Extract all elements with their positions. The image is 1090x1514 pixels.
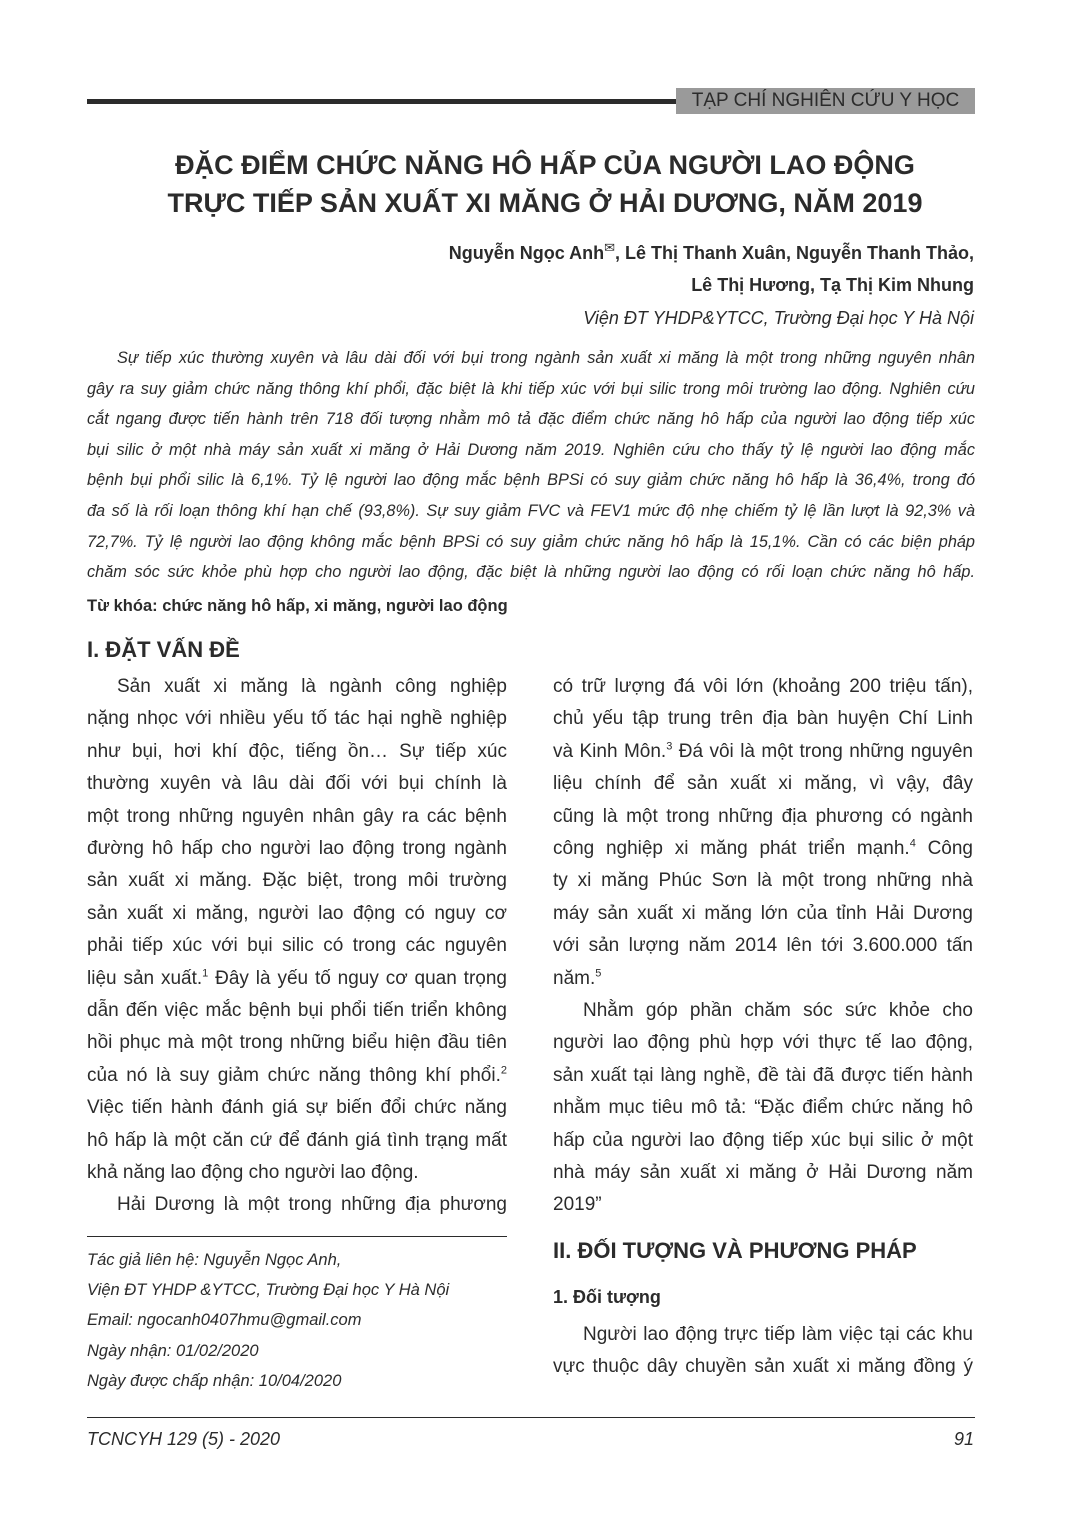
text-line <box>87 838 507 860</box>
line-text: bệnh bụi phổi silic là 6,1%. Tỷ lệ người lao động mắc bệnh BPSi có suy giảm chức năng hô hấp là 36,4%, trong đó <box>87 471 975 490</box>
text-line <box>553 708 973 730</box>
subsection-heading: 1. Đối tượng <box>553 1287 661 1307</box>
line-text: hấp của người lao động tiếp xúc bụi silic ở một <box>553 1129 973 1151</box>
line-text: Đá vôi là một trong những nguyên <box>672 740 973 762</box>
line-text: như bụi, hơi khí độc, tiếng ồn… Sự tiếp xúc <box>87 740 507 762</box>
line-text: Ngày nhận: 01/02/2020 <box>87 1341 259 1360</box>
page-number: 91 <box>953 1429 974 1449</box>
line-text: Sản xuất xi măng là ngành công nghiệp <box>117 676 507 697</box>
line-text: hô hấp là một căn cứ để đánh giá tình trạng mất <box>87 1129 507 1151</box>
corresponding-author: Nguyễn Ngọc Anh <box>448 243 605 263</box>
title-line: ĐẶC ĐIỂM CHỨC NĂNG HÔ HẤP CỦA NGƯỜI LAO ĐỘNG <box>175 150 915 180</box>
text-line <box>87 1032 507 1054</box>
line-text: công nghiệp xi măng phát triển mạnh. <box>553 838 910 859</box>
line-text: sản xuất tại làng nghề, đề tài đã được tiến hành <box>553 1064 973 1086</box>
line-text: Việc tiến hành đánh giá sự biến đổi chức năng <box>87 1097 507 1119</box>
line-text: cũng là một trong những địa phương có ngành <box>553 805 973 827</box>
footnote-ref: 1 <box>202 967 209 980</box>
line-text: vực thuộc dây chuyền sản xuất xi măng đồng ý <box>553 1356 973 1378</box>
text-line <box>553 1065 973 1087</box>
text-line <box>583 1324 973 1346</box>
line-text: Nhằm góp phần chăm sóc sức khỏe cho <box>583 1000 973 1021</box>
line-text: liệu sản xuất. <box>87 967 203 989</box>
text-line <box>553 1130 973 1152</box>
text-line <box>87 1311 361 1330</box>
line-text: Viện ĐT YHDP &YTCC, Trường Đại học Y Hà Nội <box>87 1281 450 1300</box>
line-text: liệu chính để sản xuất xi măng, vì vậy, đây <box>553 773 973 795</box>
line-text: có trữ lượng đá vôi lớn (khoảng 200 triệu tấn), <box>553 676 973 697</box>
text-line <box>87 563 975 582</box>
line-text: máy sản xuất xi măng lớn của tỉnh Hải Dương <box>553 902 973 924</box>
text-line <box>87 1000 507 1022</box>
text-line <box>583 1000 973 1022</box>
text-line <box>87 502 975 521</box>
line-text: Hải Dương là một trong những địa phương <box>117 1194 507 1216</box>
text-line <box>87 1130 507 1152</box>
text-line <box>553 903 973 925</box>
text-line <box>117 1194 507 1216</box>
line-text: Công <box>915 838 973 859</box>
line-text: Người lao động trực tiếp làm việc tại các khu <box>583 1324 973 1345</box>
text-line <box>87 1372 341 1391</box>
journal-issue: TCNCYH 129 (5) - 2020 <box>87 1429 281 1449</box>
text-line <box>553 1194 973 1216</box>
line-text: 72,7%. Tỷ lệ người lao động không mắc bệnh BPSi có suy giảm chức năng hô hấp là 15,1%. Cần có các biện pháp <box>87 532 975 551</box>
text-line <box>553 773 973 795</box>
line-text: Ngày được chấp nhận: 10/04/2020 <box>87 1371 342 1390</box>
section-heading: I. ĐẶT VẤN ĐỀ <box>87 637 240 662</box>
footnote-ref: 3 <box>666 740 673 753</box>
text-line <box>87 806 507 828</box>
line-text: 2019” <box>553 1194 602 1216</box>
text-line <box>87 410 975 429</box>
text-line <box>87 935 507 957</box>
text-line <box>553 806 973 828</box>
text-line <box>87 968 507 990</box>
line-text: của nó là suy giảm chức năng thông khí phổi. <box>87 1064 501 1086</box>
text-line <box>553 741 973 763</box>
text-line <box>87 903 507 925</box>
envelope-icon: ✉ <box>604 240 615 255</box>
text-line <box>87 533 975 552</box>
line-text: ty xi măng Phúc Sơn là một trong những nhà <box>553 870 973 892</box>
line-text: hồi phục mà một trong những biểu hiện đầu tiên <box>87 1032 507 1054</box>
line-text: đường hô hấp cho người lao động trong ngành <box>87 838 507 859</box>
text-line <box>553 935 973 957</box>
text-line <box>87 1251 341 1270</box>
line-text: khả năng lao động cho người lao động. <box>87 1162 419 1183</box>
keywords: Từ khóa: chức năng hô hấp, xi măng, người lao động <box>87 597 508 615</box>
journal-name: TẠP CHÍ NGHIÊN CỨU Y HỌC <box>676 88 975 114</box>
line-text: cắt ngang được tiến hành trên 718 đối tượng nhằm mô tả đặc điểm chức năng hô hấp của người lao động tiếp xúc <box>87 410 975 429</box>
line-text: sản xuất xi măng. Đặc biệt, trong môi trường <box>87 870 507 892</box>
text-line <box>553 968 973 990</box>
co-authors: Lê Thị Hương, Tạ Thị Kim Nhung <box>691 275 974 295</box>
text-line <box>553 1097 973 1119</box>
text-line <box>87 708 507 730</box>
line-text: đa số là rối loạn thông khí hạn chế (93,8%). Sự suy giảm FVC và FEV1 mức độ nhẹ chiếm tỷ lệ lần lượt là 92,3% và <box>87 502 975 520</box>
line-text: nhằm mục tiêu mô tả: “Đặc điểm chức năng hô <box>553 1097 973 1119</box>
text-line <box>87 741 507 763</box>
footnote-ref: 5 <box>595 967 602 980</box>
line-text: nặng nhọc với nhiều yếu tố tác hại nghề nghiệp <box>87 708 507 730</box>
text-line <box>87 1342 259 1361</box>
line-text: dẫn đến việc mắc bệnh bụi phổi tiến triển không <box>87 1000 507 1021</box>
text-line <box>87 870 507 892</box>
section-heading: II. ĐỐI TƯỢNG VÀ PHƯƠNG PHÁP <box>553 1238 917 1263</box>
line-text: và Kinh Môn. <box>553 740 667 762</box>
line-text: thường xuyên và lâu dài đối với bụi chính là <box>87 773 507 795</box>
line-text: Email: ngocanh0407hmu@gmail.com <box>87 1311 362 1330</box>
line-text: Đây là yếu tố nguy cơ quan trọng <box>208 967 507 989</box>
line-text: chủ yếu tập trung trên địa bàn huyện Chí Linh <box>553 708 973 730</box>
line-text: người lao động phù hợp với thực tế lao động, <box>553 1032 973 1054</box>
line-text: sản xuất xi măng, người lao động có nguy cơ <box>87 902 507 924</box>
footnote-ref: 2 <box>500 1064 507 1077</box>
title-line: TRỰC TIẾP SẢN XUẤT XI MĂNG Ở HẢI DƯƠNG, NĂM 2019 <box>167 188 923 218</box>
footer-rule <box>87 1417 975 1418</box>
line-text: phải tiếp xúc với bụi silic có trong các nguyên <box>87 935 507 957</box>
text-line <box>553 676 973 698</box>
line-text: gây ra suy giảm chức năng thông khí phổi, đặc biệt là khi tiếp xúc với bụi silic trong môi trường lao động. Nghiên cứu <box>87 379 975 398</box>
text-line <box>87 1065 507 1087</box>
text-line <box>87 773 507 795</box>
line-text: bụi silic ở một nhà máy sản xuất xi măng ở Hải Dương năm 2019. Nghiên cứu cho thấy tỷ lệ người lao động mắc <box>87 440 975 459</box>
line-text: chăm sóc sức khỏe phù hợp cho người lao động, đặc biệt là những người lao động có rối loạn chức năng hô hấp. <box>87 563 975 582</box>
affiliation: Viện ĐT YHDP&YTCC, Trường Đại học Y Hà Nội <box>583 308 974 328</box>
text-line <box>87 1097 507 1119</box>
authors <box>449 232 974 301</box>
line-text: năm. <box>553 967 596 989</box>
text-line <box>553 1032 973 1054</box>
text-line <box>117 676 507 698</box>
line-text: với sản lượng năm 2014 lên tới 3.600.000 tấn <box>553 935 973 957</box>
text-line <box>87 1281 449 1300</box>
line-text: nhà máy sản xuất xi măng ở Hải Dương năm <box>553 1162 973 1183</box>
text-line <box>117 349 975 368</box>
header-rule <box>87 99 679 104</box>
text-line <box>87 471 975 490</box>
text-line <box>553 838 973 860</box>
co-authors: , Lê Thị Thanh Xuân, Nguyễn Thanh Thảo, <box>615 243 974 263</box>
text-line <box>87 380 975 399</box>
text-line <box>553 1356 973 1378</box>
line-text: một trong những nguyên nhân gây ra các bệnh <box>87 805 507 827</box>
line-text: Tác giả liên hệ: Nguyễn Ngọc Anh, <box>87 1251 342 1269</box>
text-line <box>553 1162 973 1184</box>
text-line <box>87 441 975 460</box>
line-text: Sự tiếp xúc thường xuyên và lâu dài đối với bụi trong ngành sản xuất xi măng là một trong những nguyên nhân <box>117 349 975 367</box>
text-line <box>553 870 973 892</box>
article-title <box>60 146 1030 222</box>
footnote-ref: 4 <box>909 837 916 850</box>
text-line <box>87 1162 507 1184</box>
footnote-rule <box>87 1236 507 1237</box>
